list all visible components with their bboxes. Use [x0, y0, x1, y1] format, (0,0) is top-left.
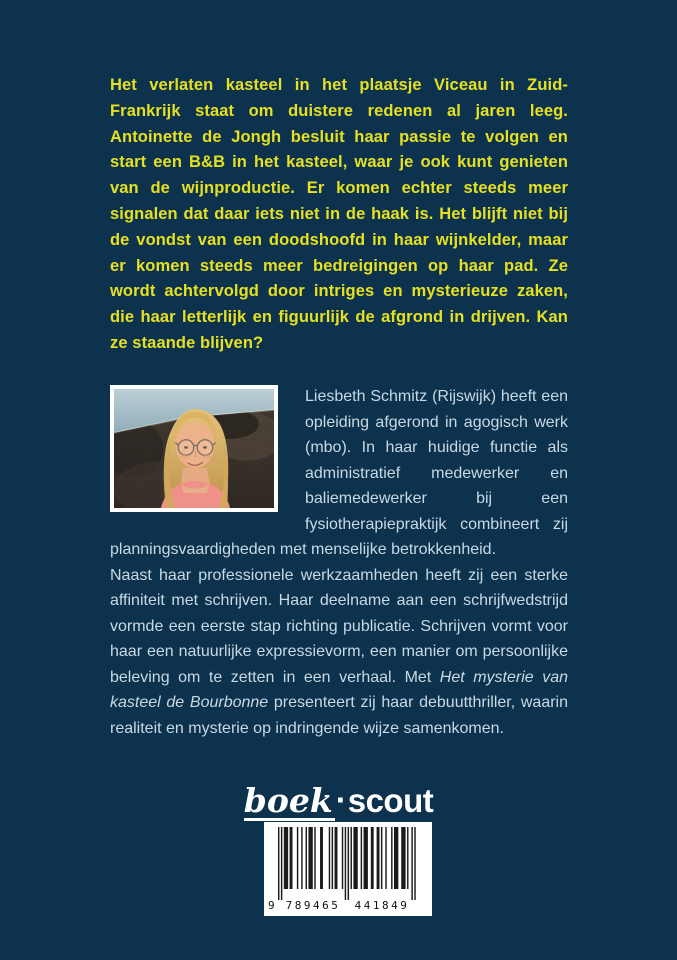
- isbn-digit-first: 9: [268, 899, 275, 912]
- bio-paragraph-1: Liesbeth Schmitz (Rijswijk) heeft een opleiding afgerond in agogisch werk (mbo). In haar huidige functie als administratief medewerker en baliemedewerker bij een fysiotherapiepraktijk combineert zij planningsvaardigheden met menselijke betrokkenheid.: [110, 388, 568, 558]
- isbn-group-2: 441849: [354, 899, 410, 912]
- book-title-mention: Het mysterie van kasteel de Bourbonne: [110, 668, 568, 711]
- isbn-group-1: 789465: [285, 899, 341, 912]
- author-bio-section: [110, 384, 568, 741]
- bio-paragraph-2: [110, 563, 568, 742]
- publisher-logo-boek: boek: [243, 781, 333, 820]
- bio-paragraph-2-continuation: presenteert zij haar debuutthriller, waarin realiteit en mysterie op indringende wijze samenkomen.: [110, 694, 569, 737]
- isbn-barcode: [264, 822, 432, 916]
- publisher-logo-scout: scout: [347, 782, 434, 819]
- publisher-logo-separator-dot: ·: [335, 781, 347, 818]
- author-photo: [110, 385, 278, 512]
- author-portrait-image: [114, 389, 274, 508]
- bio-paragraph-2-text: Naast haar professionele werkzaamheden heeft zij een sterke affiniteit met schrijven. Haar deelname aan een schrijfwedstrijd vormde een eerste stap richting publicatie. Schrijven vormt voor haar een natuurlijke expressievorm, een manier om persoonlijke beleving om te zetten in een verhaal. Met: [110, 566, 568, 686]
- blurb-text: Het verlaten kasteel in het plaatsje Viceau in Zuid-Frankrijk staat om duistere redenen al jaren leeg. Antoinette de Jongh besluit haar passie te volgen en start een B&B in het kasteel, waar je ook kunt genieten van de wijnproductie. Er komen echter steeds meer signalen dat daar iets niet in de haak is. Het blijft niet bij de vondst van een doodshoofd in haar wijnkelder, maar er komen steeds meer bedreigingen op haar pad. Ze wordt achtervolgd door intriges en mysterieuze zaken, die haar letterlijk en figuurlijk de afgrond in drijven. Kan ze staande blijven?: [110, 76, 568, 352]
- publisher-logo: [0, 783, 677, 821]
